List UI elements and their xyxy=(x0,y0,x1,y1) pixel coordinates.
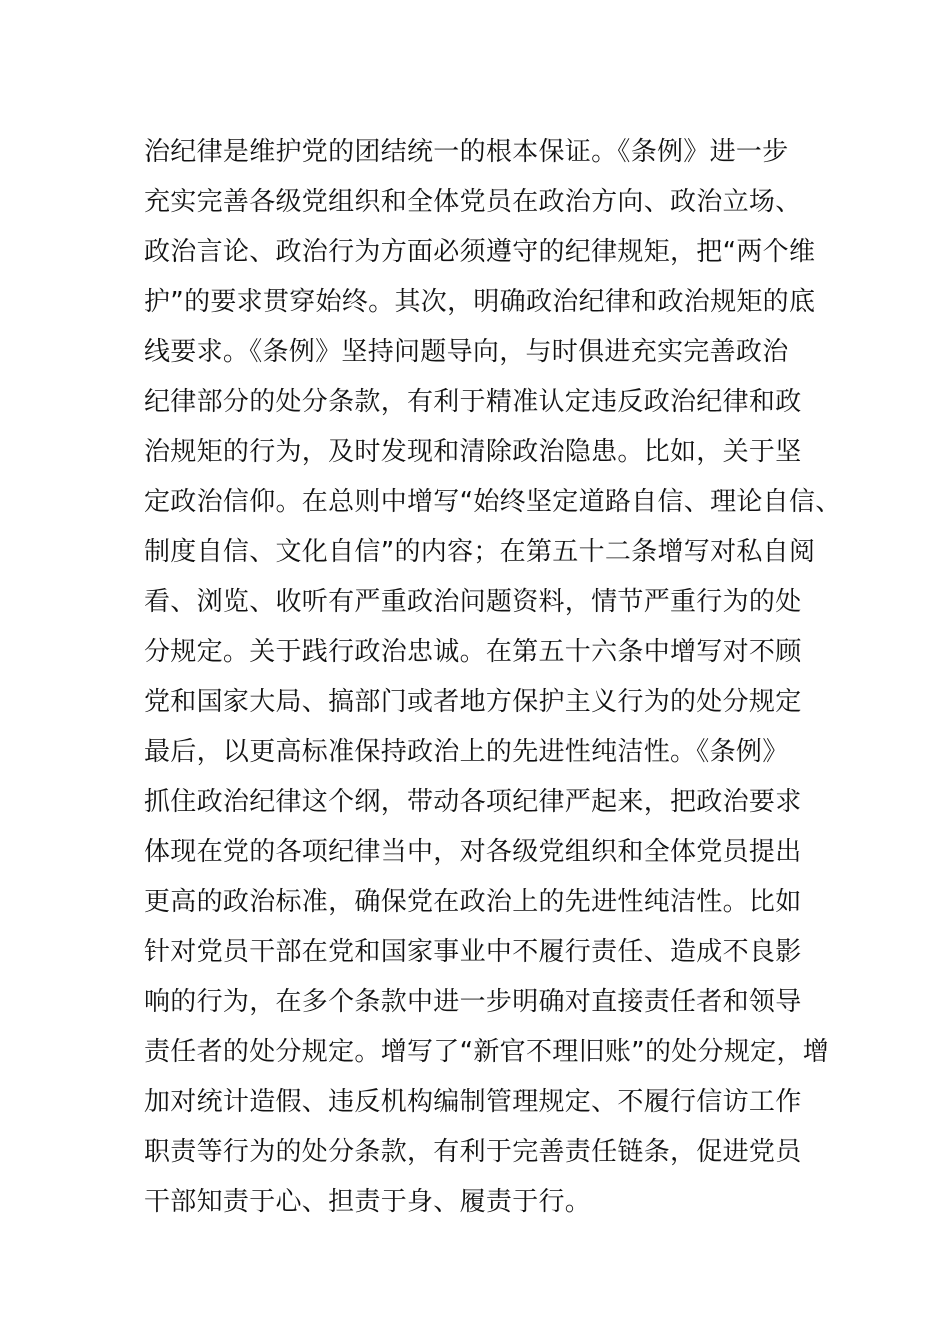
text-line: 治规矩的行为，及时发现和清除政治隐患。比如，关于坚 xyxy=(144,437,802,467)
text-line: 护”的要求贯穿始终。其次，明确政治纪律和政治规矩的底 xyxy=(144,287,816,317)
text-line: 治纪律是维护党的团结统一的根本保证。《条例》进一步 xyxy=(144,137,789,167)
text-line: 政治言论、政治行为方面必须遵守的纪律规矩，把“两个维 xyxy=(144,237,816,267)
text-line: 最后，以更高标准保持政治上的先进性纯洁性。《条例》 xyxy=(144,737,789,767)
text-line: 响的行为，在多个条款中进一步明确对直接责任者和领导 xyxy=(144,987,802,1017)
body-paragraph xyxy=(144,127,844,1227)
text-line: 定政治信仰。在总则中增写“始终坚定道路自信、理论自信、 xyxy=(144,487,842,517)
text-line: 党和国家大局、搞部门或者地方保护主义行为的处分规定 xyxy=(144,687,802,717)
text-line: 制度自信、文化自信”的内容；在第五十二条增写对私自阅 xyxy=(144,537,816,567)
text-line: 纪律部分的处分条款，有利于精准认定违反政治纪律和政 xyxy=(144,387,802,417)
text-line: 体现在党的各项纪律当中，对各级党组织和全体党员提出 xyxy=(144,837,802,867)
text-line: 针对党员干部在党和国家事业中不履行责任、造成不良影 xyxy=(144,937,802,967)
text-line: 分规定。关于践行政治忠诚。在第五十六条中增写对不顾 xyxy=(144,637,802,667)
text-line: 干部知责于心、担责于身、履责于行。 xyxy=(144,1187,592,1217)
text-line: 充实完善各级党组织和全体党员在政治方向、政治立场、 xyxy=(144,187,802,217)
text-line: 更高的政治标准，确保党在政治上的先进性纯洁性。比如 xyxy=(144,887,802,917)
text-line: 看、浏览、收听有严重政治问题资料，情节严重行为的处 xyxy=(144,587,802,617)
text-line: 加对统计造假、违反机构编制管理规定、不履行信访工作 xyxy=(144,1087,802,1117)
text-line: 抓住政治纪律这个纲，带动各项纪律严起来，把政治要求 xyxy=(144,787,802,817)
text-line: 职责等行为的处分条款，有利于完善责任链条，促进党员 xyxy=(144,1137,802,1167)
text-line: 责任者的处分规定。增写了“新官不理旧账”的处分规定，增 xyxy=(144,1037,830,1067)
text-line: 线要求。《条例》坚持问题导向，与时俱进充实完善政治 xyxy=(144,337,789,367)
